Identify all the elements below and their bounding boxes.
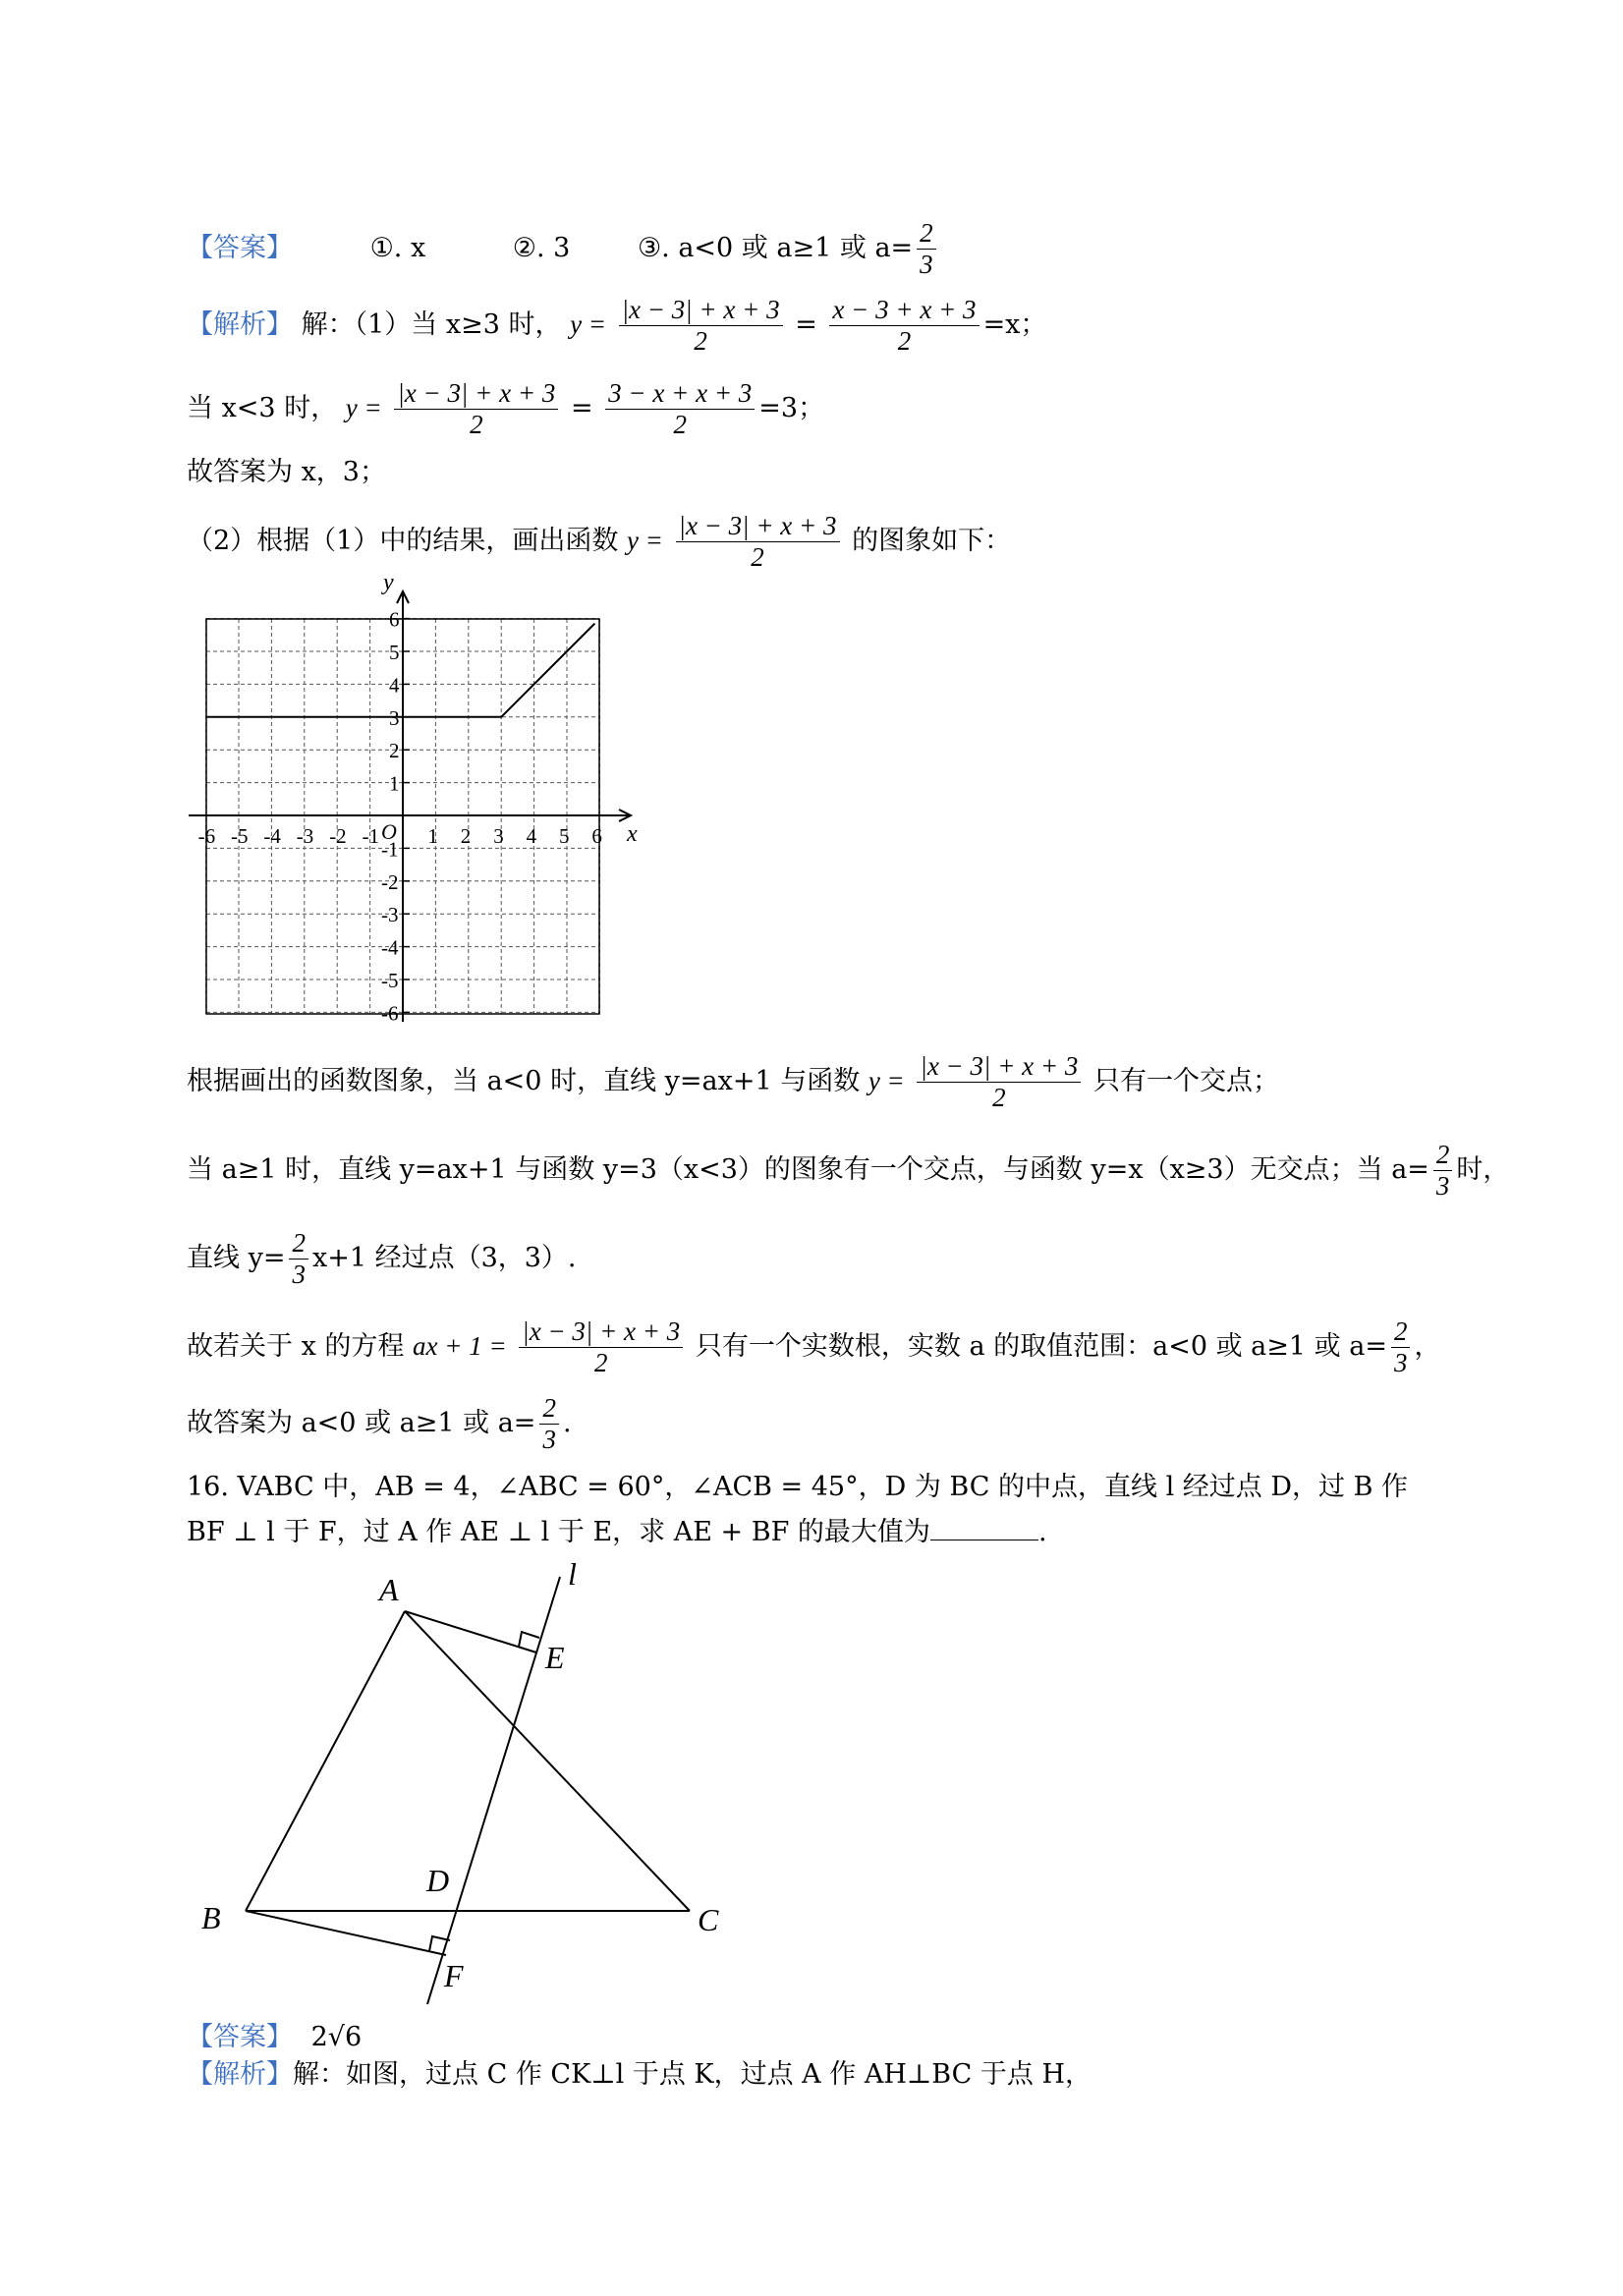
abs-fraction: $\frac{|x - 3| + x + 3}{2}$ bbox=[394, 378, 558, 440]
para4-tail: ， bbox=[1414, 1331, 1441, 1363]
question-16-text: BF ⊥ l 于 F，过 A 作 AE ⊥ l 于 E，求 AE + BF 的最大值为 bbox=[187, 1517, 930, 1547]
y-tick-label: -5 bbox=[381, 969, 399, 992]
analysis-tag: 【解析】 bbox=[187, 2059, 293, 2090]
equation-lhs: ax + 1 = bbox=[413, 1331, 507, 1362]
y-tick-label: 6 bbox=[389, 607, 400, 632]
para5-tail: . bbox=[562, 1408, 572, 1439]
analysis-line-2-start bbox=[187, 2061, 1091, 2088]
label-l: l bbox=[568, 1557, 577, 1592]
label-B: B bbox=[201, 1900, 221, 1935]
x-tick-label: 3 bbox=[493, 824, 504, 848]
answer-value: 2√6 bbox=[310, 2022, 363, 2052]
answer-item-1: ①. x bbox=[369, 233, 426, 264]
answer-line-1 bbox=[187, 218, 940, 280]
simplified-fraction: $\frac{3 - x + x + 3}{2}$ bbox=[605, 378, 755, 440]
draw-graph-tail: 的图象如下： bbox=[852, 526, 1012, 557]
analysis-line-3: 故答案为 x，3； bbox=[187, 457, 386, 487]
analysis-line-2: 当 x<3 时， y = $\frac{|x - 3| + x + 3}{2}$ = $\frac{3 - x + x + 3}{2}$ =3； bbox=[187, 378, 825, 440]
segment-AB bbox=[246, 1611, 405, 1911]
y-equals: y = bbox=[867, 1066, 905, 1096]
label-C: C bbox=[698, 1902, 719, 1937]
y-tick-label: -2 bbox=[381, 869, 399, 894]
question-16-tail: . bbox=[1037, 1517, 1047, 1547]
y-axis-label: y bbox=[383, 570, 394, 595]
two-thirds: $\frac{2}{3}$ bbox=[1391, 1316, 1411, 1378]
y-tick-label: -6 bbox=[381, 1001, 399, 1022]
y-tick-label: -3 bbox=[381, 903, 399, 927]
paragraph-line-through-point bbox=[187, 1228, 577, 1290]
abs-fraction: $\frac{|x - 3| + x + 3}{2}$ bbox=[917, 1051, 1081, 1113]
analysis-line-4 bbox=[187, 511, 1011, 573]
y-tick-label: -1 bbox=[381, 837, 399, 862]
paragraph-final-answer bbox=[187, 1393, 572, 1455]
abs-fraction: $\frac{|x - 3| + x + 3}{2}$ bbox=[519, 1316, 683, 1378]
right-angle-E bbox=[519, 1632, 539, 1647]
answer-tag: 【答案】 bbox=[187, 233, 293, 264]
x-tick-label: -6 bbox=[197, 824, 216, 848]
y-tick-label: 1 bbox=[389, 771, 400, 796]
label-E: E bbox=[545, 1640, 565, 1675]
function-graph bbox=[177, 570, 639, 1022]
label-F: F bbox=[444, 1958, 464, 1993]
paragraph-equation-range bbox=[187, 1316, 1440, 1378]
x-tick-label: -3 bbox=[296, 824, 314, 848]
y-tick-label: 3 bbox=[389, 705, 400, 730]
answer-item-2: ②. 3 bbox=[512, 233, 571, 264]
geometry-figure bbox=[187, 1557, 776, 2009]
para4-mid: 只有一个实数根，实数 a 的取值范围：a<0 或 a≥1 或 a= bbox=[695, 1331, 1387, 1363]
result-3: =3； bbox=[758, 393, 825, 424]
abs-fraction: $\frac{|x - 3| + x + 3}{2}$ bbox=[676, 511, 840, 573]
x-tick-label: 1 bbox=[427, 824, 438, 848]
para2-text: 当 a≥1 时，直线 y=ax+1 与函数 y=3（x<3）的图象有一个交点，与函数 y=x（x≥3）无交点；当 a= bbox=[187, 1154, 1429, 1186]
analysis-text: 解：如图，过点 C 作 CK⊥l 于点 K，过点 A 作 AH⊥BC 于点 H， bbox=[293, 2059, 1091, 2090]
para3-tail: x+1 经过点（3，3）. bbox=[311, 1243, 577, 1274]
x-tick-label: -5 bbox=[231, 824, 249, 848]
x-tick-label: -2 bbox=[329, 824, 347, 848]
label-A: A bbox=[379, 1572, 399, 1607]
y-tick-label: 2 bbox=[389, 739, 400, 763]
y-equals: y = bbox=[345, 393, 382, 423]
two-thirds: $\frac{2}{3}$ bbox=[539, 1393, 559, 1455]
segment-BF bbox=[246, 1911, 446, 1955]
answer-fraction: $\frac{2}{3}$ bbox=[917, 218, 936, 280]
case-x-ge-3: 解：（1）当 x≥3 时， bbox=[301, 309, 562, 341]
x-axis-label: x bbox=[627, 821, 638, 847]
simplified-fraction: $\frac{x - 3 + x + 3}{2}$ bbox=[829, 295, 979, 357]
answer-line-2 bbox=[187, 2024, 362, 2050]
case-x-lt-3: 当 x<3 时， bbox=[187, 393, 338, 424]
x-tick-label: 4 bbox=[526, 824, 537, 848]
two-thirds: $\frac{2}{3}$ bbox=[1433, 1140, 1453, 1202]
analysis-tag: 【解析】 bbox=[187, 309, 293, 341]
para1-text: 根据画出的函数图象，当 a<0 时，直线 y=ax+1 与函数 bbox=[187, 1066, 861, 1097]
x-tick-label: 2 bbox=[460, 824, 472, 848]
para2-tail: 时， bbox=[1456, 1154, 1510, 1186]
two-thirds: $\frac{2}{3}$ bbox=[289, 1228, 308, 1290]
x-tick-label: -1 bbox=[362, 824, 380, 848]
label-D: D bbox=[426, 1863, 450, 1898]
y-tick-label: -4 bbox=[381, 935, 399, 960]
para5-text: 故答案为 a<0 或 a≥1 或 a= bbox=[187, 1408, 536, 1439]
abs-fraction: $\frac{|x - 3| + x + 3}{2}$ bbox=[619, 295, 783, 357]
function-curve bbox=[206, 624, 595, 717]
y-tick-label: 4 bbox=[389, 673, 400, 698]
paragraph-a-ge-1 bbox=[187, 1140, 1509, 1202]
para3-text: 直线 y= bbox=[187, 1243, 286, 1274]
x-tick-label: -4 bbox=[263, 824, 281, 848]
origin-label: O bbox=[381, 819, 397, 844]
answer-item-3: ③. a<0 或 a≥1 或 a= bbox=[637, 233, 914, 264]
paragraph-a-lt-0 bbox=[187, 1051, 1279, 1113]
para1-tail: 只有一个交点； bbox=[1092, 1066, 1279, 1097]
y-equals: y = bbox=[570, 309, 607, 340]
question-16-line-1: 16. VABC 中，AB = 4，∠ABC = 60°，∠ACB = 45°，D 为 BC 的中点，直线 l 经过点 D，过 B 作 bbox=[187, 1472, 1409, 1502]
result-x: =x； bbox=[982, 309, 1047, 341]
answer-tag: 【答案】 bbox=[187, 2022, 293, 2052]
x-tick-label: 5 bbox=[559, 824, 570, 848]
analysis-line-1: 【解析】 解：（1）当 x≥3 时， y = $\frac{|x - 3| + x + 3}{2}$ = $\frac{x - 3 + x + 3}{2}$ =x； bbox=[187, 295, 1047, 357]
draw-graph-intro: （2）根据（1）中的结果，画出函数 bbox=[187, 526, 619, 557]
y-tick-label: 5 bbox=[389, 641, 400, 664]
x-tick-label: 6 bbox=[591, 824, 602, 848]
y-equals: y = bbox=[626, 526, 663, 556]
answer-blank bbox=[930, 1518, 1038, 1540]
para4-text: 故若关于 x 的方程 bbox=[187, 1331, 405, 1363]
question-16-line-2 bbox=[187, 1518, 1047, 1545]
